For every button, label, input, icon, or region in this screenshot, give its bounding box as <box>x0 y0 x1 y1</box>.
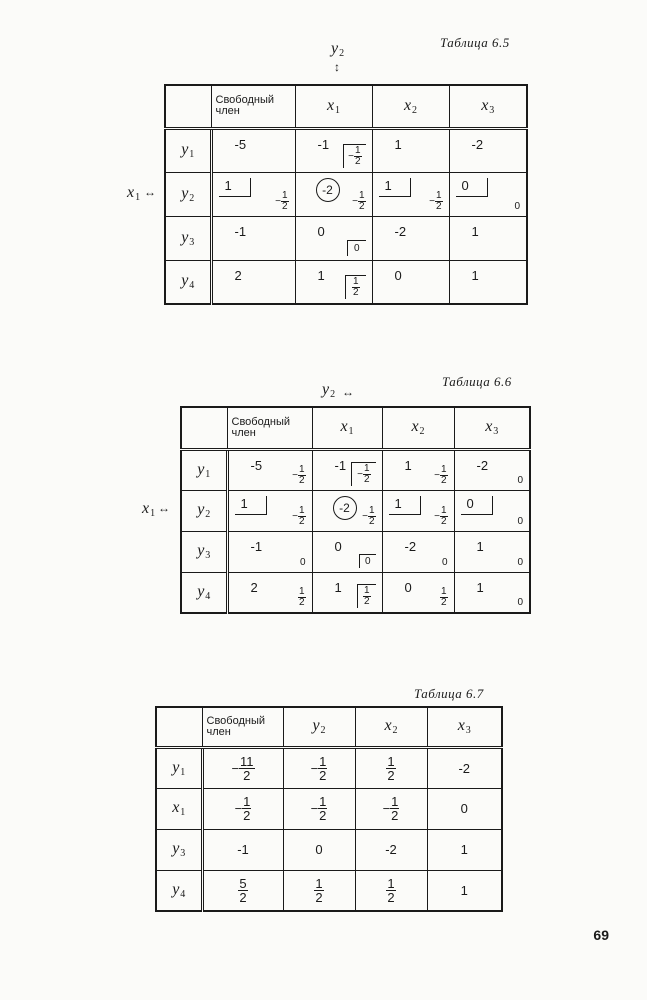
cell <box>202 870 283 911</box>
row-sub: 3 <box>189 236 195 248</box>
cell-value: -1 <box>334 457 347 473</box>
free-term-header <box>202 707 283 747</box>
row-var: y <box>197 542 205 559</box>
table-row <box>156 829 502 870</box>
top-var-letter: y <box>322 381 330 398</box>
col-sub: 1 <box>335 104 341 116</box>
row-header <box>165 128 211 172</box>
row-header <box>156 747 202 788</box>
cell <box>427 870 502 911</box>
cell-value: 1 <box>389 496 421 515</box>
cell <box>449 216 527 260</box>
cell-value: -2 <box>471 136 484 152</box>
cell <box>283 870 355 911</box>
cell <box>295 260 372 304</box>
cell-value: 1 <box>460 882 468 898</box>
row-sub: 1 <box>180 766 186 778</box>
cell-value: 1 <box>379 178 411 197</box>
row-var: y <box>181 228 189 246</box>
horizontal-arrow-icon: ↔ <box>144 185 156 199</box>
column-header <box>427 707 502 747</box>
row-header <box>165 172 211 216</box>
row-sub: 2 <box>189 192 195 204</box>
cell-lower-value: 0 <box>517 556 523 568</box>
column-header <box>382 407 454 449</box>
cell-value: $\frac{1}{2}$ <box>315 875 323 905</box>
free-term-header <box>211 85 295 128</box>
cell-value: -2 <box>458 760 471 776</box>
row-header <box>165 260 211 304</box>
table-row <box>156 788 502 829</box>
table-body <box>181 449 530 613</box>
col-var: x <box>481 96 489 114</box>
cell <box>211 216 295 260</box>
cell-value: 1 <box>317 267 325 283</box>
cell-lower-value: $\frac{1}{2}$ <box>345 275 366 299</box>
cell <box>382 572 454 613</box>
page-number: 69 <box>593 927 609 943</box>
corner-cell <box>165 85 211 128</box>
cell <box>449 128 527 172</box>
free-term-header <box>227 407 312 449</box>
cell <box>283 829 355 870</box>
cell <box>227 490 312 531</box>
cell <box>427 788 502 829</box>
cell-value: $\frac{1}{2}$ <box>387 875 395 905</box>
cell-lower-value: − $\frac{1}{2}$ <box>429 189 442 212</box>
col-var: x <box>457 717 465 735</box>
row-var: y <box>172 880 180 898</box>
cell-lower-value: $\frac{1}{2}$ <box>357 584 376 608</box>
table-row <box>156 747 502 788</box>
cell-value: − $\frac{1}{2}$ <box>310 753 327 783</box>
cell <box>382 449 454 490</box>
col-var: x <box>411 418 419 436</box>
cell-lower-value: − $\frac{1}{2}$ <box>343 144 365 168</box>
free-label-line1: Свободный <box>206 714 266 727</box>
cell-value: 1 <box>476 579 484 595</box>
col-var: x <box>384 717 392 735</box>
cell-lower-value: 0 <box>299 556 306 568</box>
column-header <box>355 707 427 747</box>
cell <box>295 128 372 172</box>
row-var: y <box>197 582 205 600</box>
cell <box>372 260 449 304</box>
top-var-letter: y <box>331 40 339 57</box>
cell-value: -2 <box>476 457 489 473</box>
column-header <box>372 85 449 128</box>
cell-value: -1 <box>317 136 330 152</box>
cell <box>283 788 355 829</box>
row-sub: 2 <box>205 509 211 520</box>
cell <box>427 829 502 870</box>
row-header <box>181 449 227 490</box>
cell-value: 0 <box>334 538 342 554</box>
cell <box>382 490 454 531</box>
table-header-row <box>181 407 530 449</box>
cell <box>355 747 427 788</box>
col-sub: 3 <box>489 104 495 116</box>
row-var: y <box>197 501 205 518</box>
table-row <box>165 260 527 304</box>
table-6-6 <box>180 406 531 614</box>
row-var: y <box>172 758 180 776</box>
cell-value: 2 <box>234 267 242 283</box>
cell-value: 0 <box>315 842 323 857</box>
cell <box>227 572 312 613</box>
row-var: y <box>181 272 189 290</box>
col-var: x <box>340 418 348 436</box>
table-6-5-caption: Таблица 6.5 <box>440 35 510 50</box>
cell <box>372 172 449 216</box>
cell-lower-value: − $\frac{1}{2}$ <box>434 463 447 486</box>
side-var-letter: x <box>127 184 135 201</box>
cell <box>454 449 530 490</box>
side-var-letter: x <box>142 500 150 517</box>
col-var: x <box>403 96 412 114</box>
col-sub: 3 <box>465 725 471 737</box>
cell-value: 2 <box>250 579 258 595</box>
table-header-row <box>165 85 527 128</box>
cell <box>211 128 295 172</box>
cell-value: 1 <box>471 267 479 283</box>
cell-value: $\frac{1}{2}$ <box>387 753 395 783</box>
cell-value: -5 <box>250 457 263 473</box>
row-header <box>156 870 202 911</box>
cell <box>372 216 449 260</box>
cell-value: -1 <box>250 538 263 554</box>
side-var-sub: 1 <box>135 192 141 203</box>
row-sub: 3 <box>205 550 211 561</box>
table-row <box>165 216 527 260</box>
row-var: y <box>181 141 189 158</box>
cell <box>283 747 355 788</box>
cell <box>202 747 283 788</box>
table-row <box>165 172 527 216</box>
row-var: x <box>172 799 180 816</box>
pivot-value: -2 <box>316 178 340 202</box>
cell <box>202 829 283 870</box>
cell-lower-value: 0 <box>517 597 523 608</box>
table-row <box>181 490 530 531</box>
table-6-5-side-variable <box>127 184 140 203</box>
cell-lower-value: $\frac{1}{2}$ <box>440 586 447 608</box>
cell-value: 0 <box>394 267 402 283</box>
cell-lower-value: 0 <box>514 200 520 212</box>
column-header <box>449 85 527 128</box>
cell <box>372 128 449 172</box>
free-label-line1: Свободный <box>231 415 291 428</box>
col-var: y <box>312 717 320 735</box>
vertical-arrow-icon: ↕ <box>334 60 340 74</box>
cell-value: − $\frac{1}{2}$ <box>234 794 251 823</box>
table-6-7 <box>155 706 503 912</box>
cell <box>454 572 530 613</box>
cell-value: $\frac{5}{2}$ <box>239 875 247 905</box>
cell-value: 0 <box>460 801 468 816</box>
column-header <box>295 85 372 128</box>
cell-value: -2 <box>404 538 417 554</box>
cell <box>355 788 427 829</box>
cell-lower-value: − $\frac{1}{2}$ <box>352 189 365 212</box>
cell-lower-value: − $\frac{1}{2}$ <box>292 463 305 486</box>
row-sub: 3 <box>180 848 186 859</box>
col-var: x <box>326 96 335 114</box>
cell-value: 1 <box>334 579 342 595</box>
row-var: y <box>181 184 189 202</box>
cell <box>355 829 427 870</box>
free-label-line1: Свободный <box>215 94 275 107</box>
free-label-line2: член <box>231 426 256 439</box>
table-6-6-top-variable <box>322 381 335 400</box>
col-var: x <box>485 418 493 436</box>
column-header <box>454 407 530 449</box>
row-header <box>181 572 227 613</box>
col-sub: 2 <box>320 725 326 737</box>
table-6-5-top-variable <box>331 40 344 59</box>
table-row <box>181 572 530 613</box>
cell <box>295 216 372 260</box>
cell <box>454 531 530 572</box>
table-6-6-caption: Таблица 6.6 <box>442 374 512 389</box>
cell-value: 1 <box>460 842 468 857</box>
row-sub: 1 <box>180 807 186 818</box>
cell-value: 0 <box>461 496 493 515</box>
table-row <box>181 531 530 572</box>
cell-lower-value: − $\frac{1}{2}$ <box>434 504 447 527</box>
cell <box>312 531 382 572</box>
table-header-row <box>156 707 502 747</box>
cell-value: -1 <box>234 223 247 239</box>
cell <box>227 449 312 490</box>
pivot-cell <box>295 172 372 216</box>
table-row <box>165 128 527 172</box>
cell-value: 1 <box>219 178 251 197</box>
cell-lower-value: 0 <box>517 474 523 486</box>
cell-value: 0 <box>456 178 488 197</box>
cell-lower-value: 0 <box>347 240 366 256</box>
cell <box>211 260 295 304</box>
row-sub: 4 <box>205 590 211 602</box>
table-6-5 <box>164 84 528 305</box>
row-sub: 1 <box>189 149 195 160</box>
cell-value: 0 <box>404 579 412 595</box>
cell-lower-value: 0 <box>517 515 523 527</box>
cell-value: 1 <box>235 496 267 515</box>
horizontal-arrow-icon: ↔ <box>158 501 170 515</box>
horizontal-arrow-icon: ↔ <box>342 385 354 399</box>
cell-lower-value: $\frac{1}{2}$ <box>298 586 305 608</box>
col-sub: 2 <box>392 725 398 737</box>
cell <box>312 449 382 490</box>
row-sub: 4 <box>189 280 195 292</box>
table-6-7-caption: Таблица 6.7 <box>414 686 484 701</box>
cell-value: 1 <box>394 136 402 152</box>
top-var-sub: 2 <box>330 389 336 400</box>
column-header <box>312 407 382 449</box>
cell-value: − $\frac{1}{2}$ <box>310 794 327 823</box>
cell <box>454 490 530 531</box>
cell-value: -5 <box>234 136 247 152</box>
cell-lower-value: − $\frac{1}{2}$ <box>275 189 288 212</box>
pivot-value: -2 <box>333 496 357 520</box>
row-sub: 1 <box>205 468 211 480</box>
cell-value: -1 <box>237 842 249 857</box>
row-header <box>165 216 211 260</box>
cell-value: 1 <box>476 538 484 554</box>
row-header <box>156 788 202 829</box>
cell-lower-value: − $\frac{1}{2}$ <box>351 462 375 486</box>
col-sub: 2 <box>419 426 425 438</box>
free-label-line2: член <box>215 105 240 118</box>
side-var-sub: 1 <box>150 508 156 519</box>
cell <box>449 172 527 216</box>
cell <box>382 531 454 572</box>
cell-value: -2 <box>394 223 407 239</box>
cell <box>449 260 527 304</box>
cell <box>312 572 382 613</box>
col-sub: 3 <box>493 426 499 438</box>
table-6-6-side-variable <box>142 500 155 519</box>
cell-lower-value: 0 <box>359 554 376 568</box>
corner-cell <box>181 407 227 449</box>
cell <box>355 870 427 911</box>
cell-lower-value: 0 <box>441 556 448 568</box>
pivot-cell <box>312 490 382 531</box>
free-label-line2: член <box>206 725 231 738</box>
cell <box>211 172 295 216</box>
cell <box>202 788 283 829</box>
row-var: y <box>172 840 180 857</box>
cell-value: -2 <box>385 842 397 857</box>
column-header <box>283 707 355 747</box>
col-sub: 1 <box>348 426 354 438</box>
row-header <box>156 829 202 870</box>
row-var: y <box>197 460 205 478</box>
cell-value: 0 <box>317 223 325 239</box>
table-row <box>181 449 530 490</box>
top-var-sub: 2 <box>339 48 345 59</box>
cell-value: − $\frac{1}{2}$ <box>382 794 399 823</box>
cell-lower-value: − $\frac{1}{2}$ <box>292 504 305 527</box>
cell-value: − $\frac{11}{2}$ <box>231 753 254 783</box>
table-body <box>156 747 502 911</box>
cell <box>227 531 312 572</box>
row-sub: 4 <box>180 888 186 900</box>
row-header <box>181 531 227 572</box>
table-row <box>156 870 502 911</box>
cell-value: 1 <box>404 457 412 473</box>
cell <box>427 747 502 788</box>
cell-value: 1 <box>471 223 479 239</box>
col-sub: 2 <box>412 104 418 116</box>
row-header <box>181 490 227 531</box>
cell-lower-value: − $\frac{1}{2}$ <box>362 504 375 527</box>
corner-cell <box>156 707 202 747</box>
